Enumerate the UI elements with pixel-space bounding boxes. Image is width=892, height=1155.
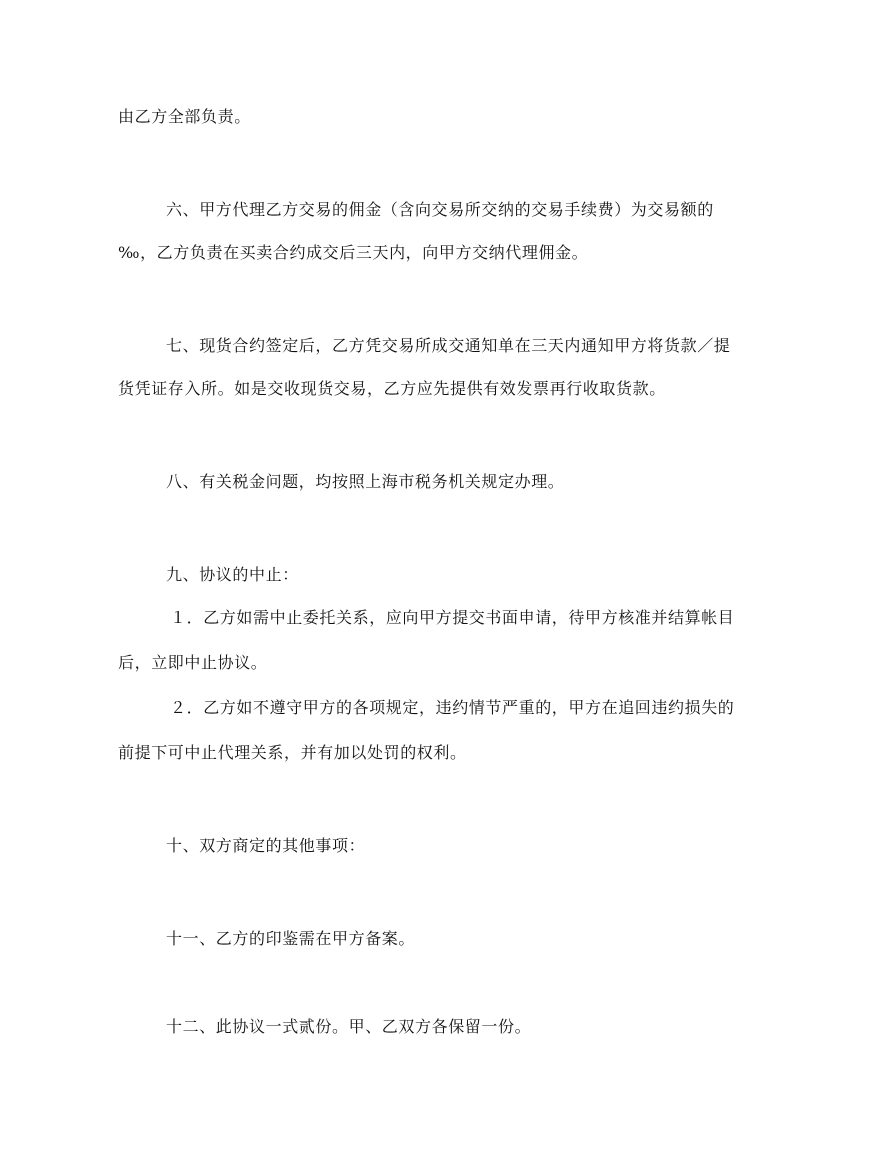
paragraph-5-continuation: 由乙方全部负责。 bbox=[118, 107, 251, 126]
clause-10: 十、双方商定的其他事项： bbox=[166, 836, 366, 855]
clause-9-heading: 九、协议的中止： bbox=[166, 565, 299, 584]
clause-6-line-1: 六、甲方代理乙方交易的佣金（含向交易所交纳的交易手续费）为交易额的 bbox=[166, 200, 714, 219]
clause-9-item-2-line-1: ２．乙方如不遵守甲方的各项规定，违约情节严重的，甲方在追回违约损失的 bbox=[170, 698, 735, 717]
clause-7-line-1: 七、现货合约签定后，乙方凭交易所成交通知单在三天内通知甲方将货款／提 bbox=[166, 336, 731, 355]
clause-6-line-2: ‰，乙方负责在买卖合约成交后三天内，向甲方交纳代理佣金。 bbox=[118, 243, 589, 262]
clause-11: 十一、乙方的印鉴需在甲方备案。 bbox=[166, 929, 416, 948]
clause-12: 十二、此协议一式贰份。甲、乙双方各保留一份。 bbox=[166, 1017, 532, 1036]
clause-9-item-2-line-2: 前提下可中止代理关系，并有加以处罚的权利。 bbox=[118, 743, 467, 762]
clause-9-item-1-line-1: １．乙方如需中止委托关系，应向甲方提交书面申请，待甲方核准并结算帐目 bbox=[170, 608, 735, 627]
clause-7-line-2: 货凭证存入所。如是交收现货交易，乙方应先提供有效发票再行收取货款。 bbox=[118, 379, 666, 398]
clause-8: 八、有关税金问题，均按照上海市税务机关规定办理。 bbox=[166, 472, 565, 491]
clause-9-item-1-line-2: 后，立即中止协议。 bbox=[118, 653, 268, 672]
